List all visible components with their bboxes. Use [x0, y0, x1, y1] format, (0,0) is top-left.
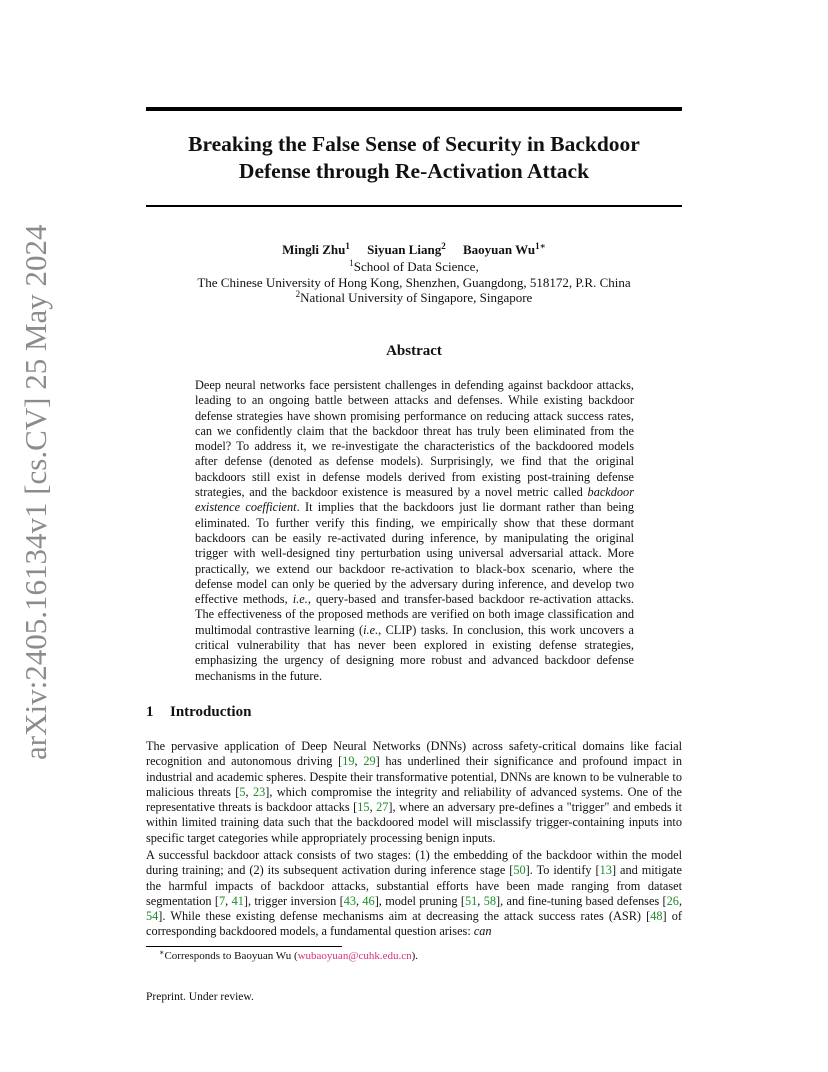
body-emphasis: can: [473, 924, 492, 939]
arxiv-stamp-text: arXiv:2405.16134v1 [cs.CV] 25 May 2024: [18, 224, 53, 760]
title-line-1: Breaking the False Sense of Security in Backdoor: [188, 132, 640, 156]
citation-link[interactable]: 51: [464, 893, 478, 908]
citation-separator: ,: [354, 754, 364, 769]
abstract-heading: Abstract: [386, 343, 442, 359]
abstract-emphasis: backdoor existence coefficient: [195, 485, 634, 515]
intro-paragraph-2: [146, 848, 682, 940]
affil-line: School of Data Science,: [353, 259, 479, 274]
title-top-rule: [146, 107, 682, 111]
title-bottom-rule: [146, 205, 682, 207]
body-text: ] and mitigate the harmful impacts of backdoor attacks, substantial efforts have been made ranging from dataset segmentation [: [146, 863, 682, 908]
citation-link[interactable]: 29: [363, 754, 376, 769]
citation-link[interactable]: 19: [342, 754, 355, 769]
citation-link[interactable]: 15: [357, 800, 370, 815]
body-text: The pervasive application of Deep Neural Networks (DNNs) across safety-critical domains like facial recognition and autonomous driving [: [146, 739, 682, 769]
abstract-text: , query-based and transfer-based backdoor re-activation attacks. The effectiveness of the proposed methods are verified on both image classification and multimodal contrastive learning (: [195, 592, 634, 637]
body-text: ] of corresponding backdoored models, a fundamental question arises:: [146, 909, 683, 939]
footnote-text: Corresponds to Baoyuan Wu (: [164, 950, 298, 962]
affiliations: [146, 259, 682, 306]
citation-separator: ,: [355, 893, 363, 908]
author-affil-mark: 1∗: [535, 241, 546, 251]
preprint-notice: Preprint. Under review.: [146, 991, 254, 1003]
citation-link[interactable]: 58: [483, 893, 496, 908]
author-list: [146, 242, 682, 258]
abstract-body: [195, 378, 634, 684]
citation-separator: ,: [245, 784, 253, 799]
abstract-text: , CLIP) tasks. In conclusion, this work uncovers a critical vulnerability that has never been explored in existing defense strategies, emphasizing the urgency of designing more robust and advanced backdoor defense mechanisms in the future.: [195, 622, 634, 683]
citation-link[interactable]: 48: [650, 909, 663, 924]
citation-separator: ,: [678, 893, 683, 908]
citation-link[interactable]: 13: [599, 863, 612, 878]
affil-line: National University of Singapore, Singapore: [300, 290, 533, 305]
citation-separator: ,: [369, 800, 377, 815]
author-name: Mingli Zhu: [282, 242, 346, 257]
paper-title: [146, 131, 682, 185]
title-line-2: Defense through Re-Activation Attack: [238, 159, 590, 183]
citation-link[interactable]: 54: [146, 909, 159, 924]
abstract-emphasis: i.e.: [363, 622, 379, 637]
body-text: ], and fine-tuning based defenses [: [495, 893, 667, 908]
author-affil-mark: 1: [345, 241, 350, 251]
citation-link[interactable]: 27: [376, 800, 389, 815]
author-name: Baoyuan Wu: [462, 242, 536, 257]
abstract-emphasis: i.e.: [292, 592, 308, 607]
footnote: [159, 950, 418, 963]
body-text: ], which compromise the integrity and reliability of advanced systems. One of the representative threats is backdoor attacks [: [146, 784, 683, 815]
author-affil-mark: 2: [441, 241, 446, 251]
affil-mark: 1: [349, 258, 354, 268]
citation-link[interactable]: 50: [513, 863, 526, 878]
citation-link[interactable]: 46: [362, 893, 375, 908]
citation-link[interactable]: 7: [219, 893, 226, 908]
footnote-mark: ∗: [159, 948, 165, 957]
email-link[interactable]: wubaoyuan@cuhk.edu.cn: [297, 950, 412, 962]
citation-link[interactable]: 43: [343, 893, 356, 908]
section-number: 1: [146, 704, 154, 720]
footnote-rule: [146, 946, 342, 947]
citation-link[interactable]: 26: [666, 893, 679, 908]
body-text: ]. While these existing defense mechanisms aim at decreasing the attack success rates (ASR) [: [158, 909, 651, 924]
section-heading-introduction: [146, 704, 251, 721]
body-text: A successful backdoor attack consists of two stages: (1) the embedding of the backdoor within the model during training; and (2) its subsequent activation during inference stage [: [146, 848, 682, 878]
citation-link[interactable]: 23: [252, 784, 266, 799]
affil-mark: 2: [295, 289, 301, 299]
author-name: Siyuan Liang: [367, 242, 442, 257]
abstract-text: . It implies that the backdoors just lie dormant rather than being eliminated. To further verify this finding, we empirically show that these dormant backdoors can be easily re-activated during inference, by manipulating the original trigger with well-designed tiny perturbation using universal adversarial attack. More practically, we extend our backdoor re-activation to black-box scenario, where the defense model can only be queried by the adversary during inference, and develop two effective methods,: [195, 500, 635, 607]
section-title: Introduction: [170, 704, 252, 720]
body-text: ] has underlined their significance and profound impact in industrial and academic spheres. Despite their transformative potential, DNNs are known to be vulnerable to malicious threats [: [146, 754, 682, 799]
citation-separator: ,: [477, 893, 484, 908]
body-text: ], model pruning [: [374, 893, 465, 908]
citation-link[interactable]: 41: [231, 893, 244, 908]
citation-separator: ,: [225, 893, 232, 908]
body-text: ], trigger inversion [: [243, 893, 344, 908]
citation-link[interactable]: 5: [239, 784, 246, 799]
intro-paragraph-1: [146, 739, 682, 846]
abstract-text: Deep neural networks face persistent challenges in defending against backdoor attacks, leading to an ongoing battle between attacks and defenses. While existing backdoor defense strategies have shown promising performance on reducing attack success rates, can we confidently claim that the backdoor threat has truly been eliminated from the model? To address it, we re-investigate the characteristics of the backdoored models after defense (denoted as defense models). Surprisingly, we find that the original backdoors still exist in defense models derived from existing post-training defense strategies, and the backdoor existence is measured by a novel metric called: [195, 378, 634, 500]
body-text: ], where an adversary pre-defines a "trigger" and embeds it within limited training data such that the backdoored model will misclassify trigger-containing inputs into specific target categories while appropriately processing benign inputs.: [146, 800, 682, 845]
footnote-end: ).: [411, 950, 419, 962]
body-text: ]. To identify [: [525, 863, 600, 878]
affil-line: The Chinese University of Hong Kong, Shenzhen, Guangdong, 518172, P.R. China: [197, 274, 631, 290]
